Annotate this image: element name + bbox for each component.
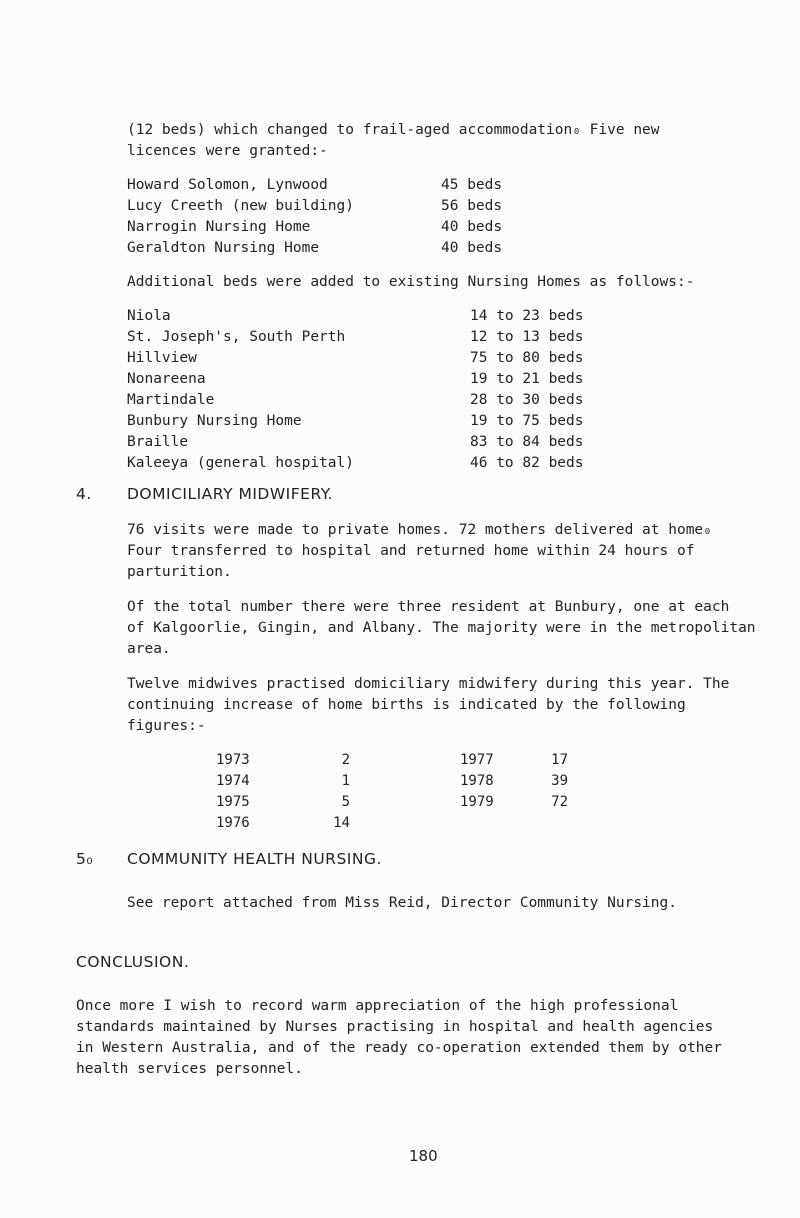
section-4-p3-line-1: Twelve midwives practised domiciliary midwifery during this year. The xyxy=(127,676,730,692)
year-cell: 1975 xyxy=(216,794,250,810)
list-item-beds: 28 to 30 beds xyxy=(470,392,584,408)
section-4-p2-line-2: of Kalgoorlie, Gingin, and Albany. The majority were in the metropolitan xyxy=(127,620,756,636)
list-item-beds: 45 beds xyxy=(441,177,503,193)
list-item-name: St. Joseph's, South Perth xyxy=(127,329,346,345)
intro-line-1: (12 beds) which changed to frail-aged accommodation₀ Five new xyxy=(127,122,660,138)
list-item-name: Bunbury Nursing Home xyxy=(127,413,302,429)
conclusion-line-3: in Western Australia, and of the ready co-operation extended them by other xyxy=(76,1040,723,1056)
conclusion-line-4: health services personnel. xyxy=(76,1061,303,1077)
list-item-beds: 46 to 82 beds xyxy=(470,455,584,471)
list-item-beds: 19 to 75 beds xyxy=(470,413,584,429)
year-cell: 1977 xyxy=(460,752,494,768)
list-item-beds: 56 beds xyxy=(441,198,503,214)
section-4-p3-line-2: continuing increase of home births is indicated by the following xyxy=(127,697,686,713)
conclusion-line-1: Once more I wish to record warm appreciation of the high professional xyxy=(76,998,679,1014)
list-item-name: Braille xyxy=(127,434,189,450)
list-item-name: Niola xyxy=(127,308,171,324)
section-4-number: 4. xyxy=(76,485,92,503)
list-item-name: Hillview xyxy=(127,350,197,366)
list-item-name: Nonareena xyxy=(127,371,206,387)
year-cell: 1979 xyxy=(460,794,494,810)
conclusion-line-2: standards maintained by Nurses practising in hospital and health agencies xyxy=(76,1019,714,1035)
section-4-p2-line-1: Of the total number there were three resident at Bunbury, one at each xyxy=(127,599,730,615)
year-cell: 1973 xyxy=(216,752,250,768)
list-item-name: Kaleeya (general hospital) xyxy=(127,455,354,471)
list-item-name: Howard Solomon, Lynwood xyxy=(127,177,328,193)
list-item-beds: 19 to 21 beds xyxy=(470,371,584,387)
year-cell: 1974 xyxy=(216,773,250,789)
year-cell: 1976 xyxy=(216,815,250,831)
year-cell: 1978 xyxy=(460,773,494,789)
count-cell: 17 xyxy=(551,752,568,768)
conclusion-heading: CONCLUSION. xyxy=(76,953,190,971)
list-item-name: Martindale xyxy=(127,392,215,408)
list-item-beds: 83 to 84 beds xyxy=(470,434,584,450)
section-4-p1-line-2: Four transferred to hospital and returned home within 24 hours of xyxy=(127,543,695,559)
section-5-text: See report attached from Miss Reid, Director Community Nursing. xyxy=(127,895,677,911)
additional-intro: Additional beds were added to existing Nursing Homes as follows:- xyxy=(127,274,695,290)
count-cell: 72 xyxy=(551,794,568,810)
list-item-beds: 40 beds xyxy=(441,240,503,256)
intro-line-2: licences were granted:- xyxy=(127,143,328,159)
count-cell: 14 xyxy=(333,815,350,831)
section-4-heading: DOMICILIARY MIDWIFERY. xyxy=(127,485,333,503)
section-4-p2-line-3: area. xyxy=(127,641,171,657)
section-4-p1-line-1: 76 visits were made to private homes. 72 mothers delivered at home₀ xyxy=(127,522,712,538)
list-item-name: Narrogin Nursing Home xyxy=(127,219,311,235)
list-item-name: Geraldton Nursing Home xyxy=(127,240,320,256)
section-4-p3-line-3: figures:- xyxy=(127,718,206,734)
page-number: 180 xyxy=(409,1147,438,1165)
list-item-name: Lucy Creeth (new building) xyxy=(127,198,354,214)
count-cell: 1 xyxy=(341,773,350,789)
list-item-beds: 75 to 80 beds xyxy=(470,350,584,366)
count-cell: 2 xyxy=(341,752,350,768)
section-5-number: 5₀ xyxy=(76,850,94,868)
section-4-p1-line-3: parturition. xyxy=(127,564,232,580)
list-item-beds: 40 beds xyxy=(441,219,503,235)
list-item-beds: 14 to 23 beds xyxy=(470,308,584,324)
count-cell: 5 xyxy=(341,794,350,810)
section-5-heading: COMMUNITY HEALTH NURSING. xyxy=(127,850,382,868)
list-item-beds: 12 to 13 beds xyxy=(470,329,584,345)
count-cell: 39 xyxy=(551,773,568,789)
